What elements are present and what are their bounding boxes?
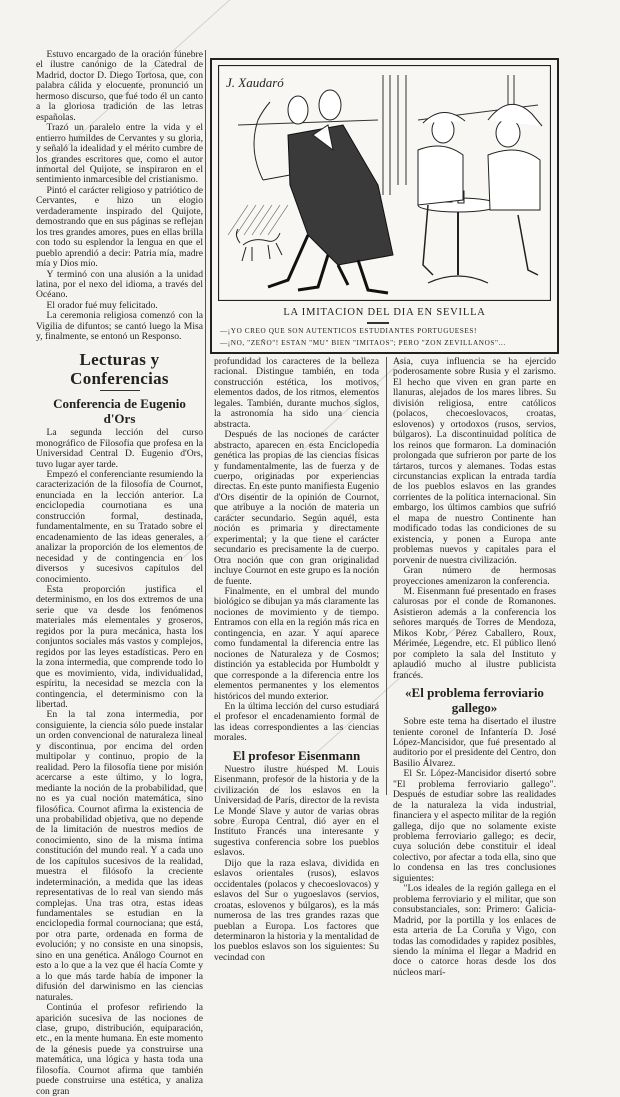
artist-signature: J. Xaudaró: [226, 75, 284, 90]
middle-column: [214, 357, 379, 963]
paragraph: Y terminó con una alusión a la unidad latina, por el nexo del idioma, a través del Océano.: [36, 268, 203, 301]
paragraph: Trazó un paralelo entre la vida y el entierro humildes de Cervantes y su gloria, y señaló la idealidad y el mérito cumbre de los grandes escritores que, como el autor inmortal del Quijote, se inspiraron en el sentimiento inmarcesible del cristianismo.: [36, 122, 203, 186]
article-heading: «El problema ferroviario gallego»: [405, 685, 544, 716]
paragraph: En la tal zona intermedia, por consiguiente, la ciencia sólo puede instalar un orden convencional de naturaleza lineal y discontinua, por encima del orden multipolar y continuo, propio de la realidad. Pero la filosofía tiene por misión acercarse a este último, y lo logra, mediante la noción de la probabilidad, que no es ya cual noción matemática, sino filosófica. Cournot afirma la existencia de una probabilidad objetiva, que no depende de la limitación de nuestros medios de conocimiento, sino de la misma íntima constitución del mundo real. Y a cada uno de los capítulos sucesivos de la realidad, muestra el filósofo la creciente indeterminación, a medida que las ideas representativas de lo real van siendo más complejas. Una tras otra, estas ideas fundamentales se estudian en la enciclopedia formal cournociana; que está, por otra parte, ordenada en forma de evolución; y no consiste en una sinopsis, sino en una genética. Análogo Cournot en esto a lo que a la vez que él hacía Comte y a lo que más tarde había de imponer la difusión del darwinismo en las ciencias naturales.: [36, 709, 203, 1003]
column-rule: [205, 50, 206, 792]
cartoon-title: LA IMITACION DEL DIA EN SEVILLA: [283, 307, 486, 318]
heading-rule: [100, 390, 140, 392]
paragraph: Finalmente, en el umbral del mundo biológico se dibujan ya más claramente las nociones de movimiento y de tiempo. Entramos con ella en la región más rica en contingencia, en azar. Y aquí aparece como fundamental la diferencia entre las nociones de Naturaleza y de Cosmos; distinción ya establecida por Humboldt y que corresponde a la diferencia entre los elementos permanentes y los elementos históricos del mundo exterior.: [214, 585, 379, 702]
paragraph: La ceremonia religiosa comenzó con la Vigilia de difuntos; se cantó luego la Misa y, finalmente, se entonó un Responso.: [36, 310, 203, 343]
cartoon-dialog-line: —¡YO CREO QUE SON AUTENTICOS ESTUDIANTES PORTUGUESES!: [220, 327, 477, 335]
paragraph: Asia, cuya influencia se ha ejercido poderosamente sobre Rusia y el zarismo. El hecho que viven en gran parte en llanuras, alejados de los mares libres. Su división religiosa, entre católicos (polacos, checoeslovacos, croatas, eslovenos) y ortodoxos (rusos, servios, búlgaros). La discontinuidad política de los reinos que formaron. La dominación prolongada que sufrieron por parte de los tártaros, turcos y alemanes. Todas estas circunstancias explican la entrada tardía de los pueblos eslavos en las grandes corrientes de la política internacional. Sin embargo, los últimos cambios que sufrió el mapa de nuestro Continente han modificado todas las condiciones de su existencia, y ponen a Europa ante problemas nuevos y capitales para el porvenir de nuestra civilización.: [393, 356, 556, 566]
left-column: [36, 50, 203, 1097]
paragraph: El orador fué muy felicitado.: [46, 299, 158, 311]
paragraph: Nuestro ilustre huésped M. Louis Eisenmann, profesor de la historia y de la civilización de los eslavos en la Universidad de París, director de la revista Le Monde Slave y autor de varias obras sobre Europa Central, dió ayer en el Instituto Francés una interesante y sugestiva conferencia sobre los pueblos eslavos.: [214, 763, 379, 859]
cartoon-illustration: [218, 65, 551, 301]
right-column: [393, 357, 556, 978]
caption-rule: [367, 322, 389, 324]
paragraph: profundidad los caracteres de la belleza racional. Distingue también, en toda construcción estética, los motivos, elementos dados, de los ritmos, elementos legales. También, durante muchos siglos, la astronomía ha sido una ciencia abstracta.: [214, 356, 379, 430]
paragraph: Esta proporción justifica el determinismo, en los dos extremos de una serie que va desde los fenómenos materiales más elementales y groseros, regidos por la pura mecánica, hasta los conjuntos sociales más vastos y complejos, regidos por las leyes estadísticas. Pero en la zona intermedia, que comprende todo lo que es movimiento, vida, individualidad, espíritu, la necesidad se mezcla con la contingencia, el determinismo con la libertad.: [36, 583, 203, 710]
paragraph: "Los ideales de la región gallega en el problema ferroviario y el militar, que son consubstanciales, son: Primero: Galicia-Madrid, por la portilla y los enlaces de esta arteria de La Coruña y Vigo, con todas las comodidades y rapidez posibles, siendo la mínima el llegar a Madrid en doce o catorce horas desde los dos núcleos marí-: [393, 883, 556, 978]
paragraph: Continúa el profesor refiriendo la aparición sucesiva de las nociones de clase, grupo, distribución, equiparación, etc., en la mente humana. En este momento de la génesis puede ya construirse una matemática, una lógica y hasta toda una filosofía. Cournot afirma que también puede construirse una estética, y analiza con gran: [36, 1002, 203, 1097]
column-rule: [386, 357, 387, 795]
section-heading: Lecturas y Conferencias: [70, 349, 169, 388]
paragraph: Después de las nociones de carácter abstracto, aparecen en esta Enciclopedia genética las propias de las ciencias físicas y fundamentalmente, las de fuerza y de cuerpo, originadas por experiencias directas. En este punto manifiesta Eugenio d'Ors disentir de la opinión de Cournot, que atribuye a la noción de materia un carácter secundario. Según aquél, esta noción es primaria y directamente experimental; y la que tiene el carácter secundario es precisamente la de cuerpo. Otra noción que con gran originalidad incluye Cournot en este grupo es la noción de fuente.: [214, 429, 379, 587]
paragraph: M. Eisenmann fué presentado en frases calurosas por el conde de Romanones. Asistieron además a la conferencia los señores marqués de Torres de Mendoza, Mikos Kobr, Pérez Caballero, Roux, Mérimée, Legendre, etc. El público llenó por completo la sala del Instituto y aplaudió mucho al ilustre publicista francés.: [393, 585, 556, 681]
article-heading: El profesor Eisenmann: [232, 747, 361, 763]
paragraph: Sobre este tema ha disertado el ilustre teniente coronel de Infantería D. José López-Mancisidor, que fué presentado al auditorio por el presidente del Centro, don Basilio Álvarez.: [393, 716, 556, 769]
cartoon: [210, 58, 559, 354]
paragraph: La segunda lección del curso monográfico de Filosofía que profesa en la Universidad Central D. Eugenio d'Ors, tuvo lugar ayer tarde.: [36, 427, 203, 470]
paragraph: Gran número de hermosas proyecciones amenizaron la conferencia.: [393, 565, 556, 587]
paragraph: Dijo que la raza eslava, dividida en eslavos orientales (rusos), eslavos occidentales (polacos y checoeslovacos) y eslavos del Sur o yugoeslavos (servios, croatas, eslovenos y búlgaros), es la más numerosa de las tres grandes razas que pueblan a Europa. Los factores que determinaron la historia y la mentalidad de los pueblos eslavos son los siguientes: Su vecindad con: [214, 857, 379, 963]
paragraph: Pintó el carácter religioso y patriótico de Cervantes, e hizo un elogio verdaderamente inspirado del Quijote, demostrando que en sus páginas se reflejan los tres grandes amores, pues en ellas brilla con todo su esplendor la lengua en que el pueblo aprendió a decir: Patria mía, madre mía y Dios mío.: [36, 184, 203, 270]
cartoon-dialog-line: —¡NO, "ZEÑO"! ESTAN "MU" BIEN "IMITAOS"; PERO "ZON ZEVILLANOS"...: [220, 339, 506, 347]
paragraph: Empezó el conferenciante resumiendo la caracterización de la filosofía de Cournot, enunciada en la lección anterior. La enciclopedia cournotiana es una construcción formal, destinada, fundamentalmente, en su Tratado sobre el encadenamiento de las ideas generales, a analizar la proporción de los elementos de necesidad y de contingencia en los diversos y sucesivos capítulos del conocimiento.: [36, 469, 203, 585]
paragraph: En la última lección del curso estudiará el profesor el encadenamiento formal de las ideas correspondientes a las ciencias morales.: [214, 700, 379, 744]
paragraph: Estuvo encargado de la oración fúnebre el ilustre canónigo de la Catedral de Madrid, doctor D. Diego Tortosa, que, con palabra cálida y elocuente, pronunció un hermoso discurso, que fué todo él un canto a la gloriosa tradición de las letras españolas.: [36, 49, 203, 123]
paragraph: El Sr. López-Mancisidor disertó sobre "El problema ferroviario gallego". Después de estudiar sobre las realidades de la naturaleza la vida industrial, financiera y el aspecto militar de la región gallega, dijo que no solamente existe problema ferroviario gallego; es decir, cuya solución debe constituir el ideal colectivo, por afectar a toda ella, sino que lo condensa en las tres conclusiones siguientes:: [393, 768, 556, 884]
article-heading: Conferencia de Eugenio d'Ors: [53, 396, 186, 427]
